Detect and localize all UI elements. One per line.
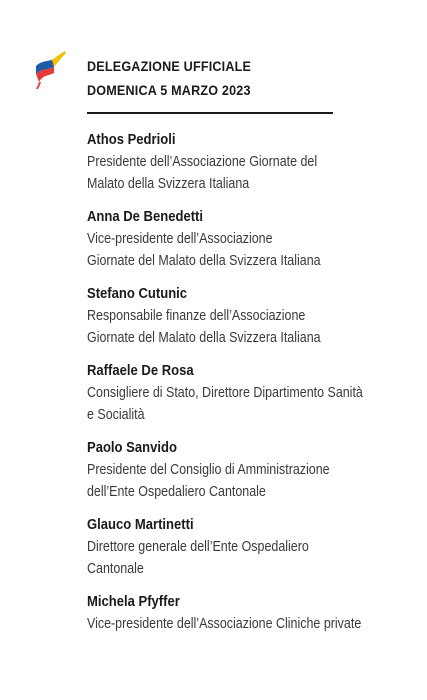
list-item — [87, 438, 422, 503]
flag-logo-icon — [34, 50, 68, 90]
list-item — [87, 592, 422, 635]
member-role: Presidente del Consiglio di Amministrazione dell’Ente Ospedaliero Cantonale — [87, 462, 330, 500]
list-item — [87, 207, 422, 272]
member-role: Consigliere di Stato, Direttore Dipartimento Sanità e Socialità — [87, 385, 363, 423]
list-item — [87, 515, 422, 580]
member-role: Vice-presidente dell’Associazione Giornate del Malato della Svizzera Italiana — [87, 231, 321, 269]
header-divider — [87, 112, 333, 114]
member-name: Stefano Cutunic — [87, 286, 188, 302]
member-role: Responsabile finanze dell’Associazione Giornate del Malato della Svizzera Italiana — [87, 308, 321, 346]
member-name: Athos Pedrioli — [87, 132, 176, 148]
member-name: Glauco Martinetti — [87, 517, 194, 533]
member-role: Direttore generale dell’Ente Ospedaliero Cantonale — [87, 539, 309, 577]
member-role: Vice-presidente dell’Associazione Cliniche private — [87, 616, 362, 632]
member-name: Anna De Benedetti — [87, 209, 204, 225]
member-list — [87, 130, 422, 647]
delegation-header — [87, 54, 387, 102]
list-item — [87, 284, 422, 349]
header-date: DOMENICA 5 MARZO 2023 — [87, 82, 251, 98]
member-name: Raffaele De Rosa — [87, 363, 194, 379]
member-role: Presidente dell’Associazione Giornate del Malato della Svizzera Italiana — [87, 154, 318, 192]
list-item — [87, 130, 422, 195]
member-name: Paolo Sanvido — [87, 440, 177, 456]
header-title: DELEGAZIONE UFFICIALE — [87, 58, 252, 74]
list-item — [87, 361, 422, 426]
member-name: Michela Pfyffer — [87, 594, 180, 610]
